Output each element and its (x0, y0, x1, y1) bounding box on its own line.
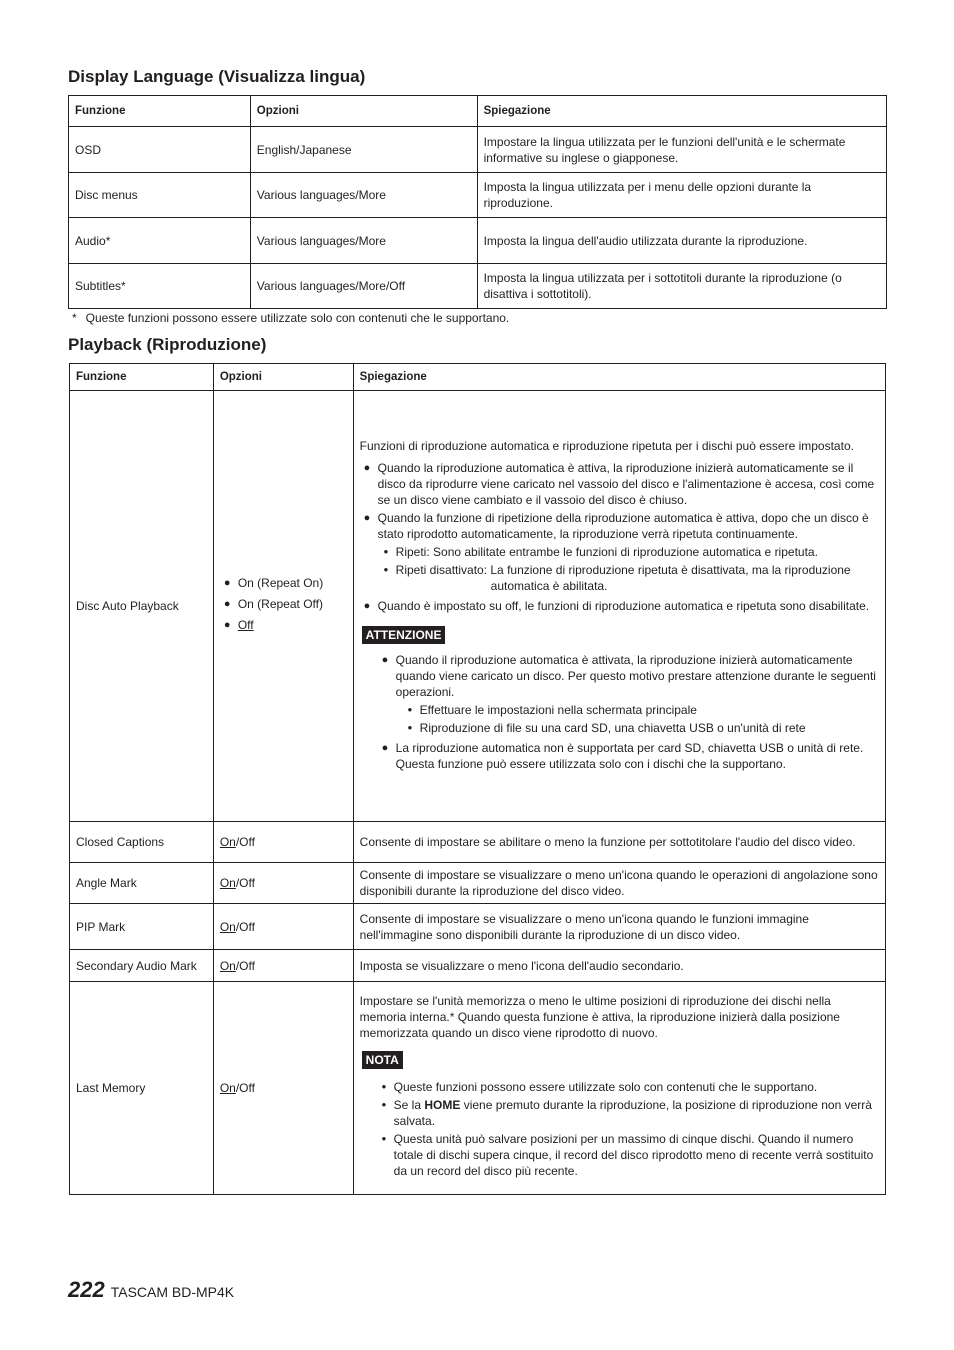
section-title-playback: Playback (Riproduzione) (68, 335, 267, 354)
table-row (69, 173, 887, 218)
table-row (70, 950, 886, 982)
table-row (70, 904, 886, 950)
option-item: ● On (Repeat Off) (224, 596, 347, 612)
cell-opzioni: English/Japanese (250, 127, 477, 173)
cell-funzione: Disc Auto Playback (70, 391, 214, 822)
sub-list (382, 544, 879, 594)
caution-badge: ATTENZIONE (362, 626, 446, 644)
list-item: • Riproduzione di file su una card SD, una chiavetta USB o un'unità di rete (406, 720, 879, 736)
cell-opzioni: Various languages/More/Off (250, 264, 477, 309)
table-header-row (70, 364, 886, 391)
cell-funzione: PIP Mark (70, 904, 214, 950)
table-header-row (69, 96, 887, 127)
display-language-table (68, 95, 887, 309)
cell-opzioni (213, 950, 353, 982)
cell-spiegazione: Imposta la lingua dell'audio utilizzata durante la riproduzione. (477, 218, 886, 264)
option-default: On (219, 835, 236, 849)
cell-spiegazione: Consente di impostare se visualizzare o meno un'icona quando le operazioni di angolazione sono disponibili durante la riproduzione del disco video. (353, 863, 885, 904)
cell-funzione: Audio* (69, 218, 251, 264)
section-title-display-language: Display Language (Visualizza lingua) (68, 67, 366, 86)
list-item (382, 562, 879, 594)
cell-opzioni: Various languages/More (250, 173, 477, 218)
cell-opzioni (213, 982, 353, 1195)
cell-spiegazione: Impostare la lingua utilizzata per le funzioni dell'unità e le schermate informative su inglese o giapponese. (477, 127, 886, 173)
cell-funzione: Last Memory (70, 982, 214, 1195)
table-row (70, 391, 886, 822)
cell-opzioni (213, 904, 353, 950)
page-number: 222 (68, 1277, 105, 1302)
footnote-mark: * (72, 311, 77, 325)
list-item-text: viene premuto durante la riproduzione, la posizione di riproduzione non verrà salvata. (393, 1098, 872, 1128)
table-row (70, 982, 886, 1195)
option-default: On (219, 1081, 236, 1095)
cell-funzione: Angle Mark (70, 863, 214, 904)
list-item-text: Ripeti disattivato: La funzione di riproduzione ripetuta è disattivata, ma la riproduzione (395, 563, 851, 577)
header-spiegazione: Spiegazione (477, 96, 886, 127)
home-button-label: HOME (424, 1098, 461, 1112)
model-name: TASCAM BD-MP4K (110, 1284, 235, 1300)
cell-spiegazione: Imposta la lingua utilizzata per i sottotitoli durante la riproduzione (o disattiva i sottotitoli). (477, 264, 886, 309)
option-rest: /Off (235, 919, 255, 934)
list-item: ● La riproduzione automatica non è supportata per card SD, chiavetta USB o unità di rete. Questa funzione può essere utilizzata solo con i dischi che la supportano. (378, 740, 879, 772)
cell-opzioni: Various languages/More (250, 218, 477, 264)
cell-spiegazione: Imposta la lingua utilizzata per i menu delle opzioni durante la riproduzione. (477, 173, 886, 218)
header-funzione: Funzione (69, 96, 251, 127)
footnote (72, 311, 509, 325)
cell-funzione: OSD (69, 127, 251, 173)
paragraph: Impostare se l'unità memorizza o meno le ultime posizioni di riproduzione dei dischi nella memoria interna.* Quando questa funzione è attiva, la riproduzione inizierà dalla posizione memorizzata quando un disco viene riprodotto di nuovo. (359, 994, 840, 1040)
option-rest: /Off (235, 1081, 255, 1095)
option-rest: /Off (235, 958, 255, 973)
table-row (70, 822, 886, 863)
cell-funzione: Secondary Audio Mark (70, 950, 214, 982)
list-item: • Ripeti: Sono abilitate entrambe le funzioni di riproduzione automatica e ripetuta. (382, 544, 879, 560)
list-item: ● Quando è impostato su off, le funzioni di riproduzione automatica e ripetuta sono disabilitate. (360, 598, 879, 614)
cell-funzione: Closed Captions (70, 822, 214, 863)
list-item-text: Quando la funzione di ripetizione della riproduzione automatica è attiva, dopo che un disco è stato riprodotto automaticamente, la riproduzione verrà ripetuta continuamente. (377, 511, 869, 541)
paragraph: Funzioni di riproduzione automatica e riproduzione ripetuta per i dischi può essere impostato. (359, 439, 854, 453)
bullet-list (360, 460, 879, 614)
table-row (69, 264, 887, 309)
header-opzioni: Opzioni (213, 364, 353, 391)
cell-spiegazione (353, 391, 885, 822)
note-list (380, 1079, 879, 1179)
option-default: On (219, 876, 236, 890)
option-rest: /Off (235, 876, 255, 890)
list-item (380, 1097, 879, 1129)
table-row (69, 127, 887, 173)
note-badge: NOTA (362, 1051, 403, 1069)
sub-list (406, 702, 879, 736)
table-row (70, 863, 886, 904)
list-item (378, 652, 879, 736)
header-opzioni: Opzioni (250, 96, 477, 127)
cell-spiegazione: Consente di impostare se abilitare o meno la funzione per sottotitolare l'audio del disco video. (353, 822, 885, 863)
option-default: On (219, 919, 236, 934)
list-item: • Effettuare le impostazioni nella schermata principale (406, 702, 879, 718)
cell-spiegazione (353, 982, 885, 1195)
list-item-text: Quando il riproduzione automatica è attivata, la riproduzione inizierà automaticamente quando viene caricato un disco. Per questo motivo prestare attenzione durante le seguenti operazioni. (395, 653, 876, 699)
cell-opzioni (213, 863, 353, 904)
cell-funzione: Disc menus (69, 173, 251, 218)
cell-opzioni (213, 391, 353, 822)
table-row (69, 218, 887, 264)
list-item: ● Quando la riproduzione automatica è attiva, la riproduzione inizierà automaticamente se il disco da riprodurre viene caricato nel vassoio del disco e l'alimentazione è accesa, così come se un disco viene cambiato e il vassoio del disco è chiuso. (360, 460, 879, 508)
options-list (224, 575, 347, 633)
list-item: • Queste funzioni possono essere utilizzate solo con contenuti che le supportano. (380, 1079, 879, 1095)
option-item-default: ● Off (224, 617, 347, 633)
playback-table (69, 363, 886, 1195)
header-spiegazione: Spiegazione (353, 364, 885, 391)
option-item: ● On (Repeat On) (224, 575, 347, 591)
list-item-text: Se la (393, 1098, 425, 1112)
cell-funzione: Subtitles* (69, 264, 251, 309)
list-item (360, 510, 879, 594)
page-footer (68, 1277, 234, 1303)
header-funzione: Funzione (70, 364, 214, 391)
list-item: • Questa unità può salvare posizioni per un massimo di cinque dischi. Quando il numero totale di dischi supera cinque, il record del disco riprodotto meno di recente verrà sostituito da un record del disco più recente. (380, 1131, 879, 1179)
cell-spiegazione: Consente di impostare se visualizzare o meno un'icona quando le funzioni immagine nell'immagine sono disponibili durante la riproduzione di un disco video. (353, 904, 885, 950)
option-rest: /Off (235, 835, 255, 849)
cell-opzioni (213, 822, 353, 863)
footnote-text: Queste funzioni possono essere utilizzate solo con contenuti che le supportano. (85, 311, 510, 325)
option-default: On (219, 958, 236, 973)
cell-spiegazione: Imposta se visualizzare o meno l'icona dell'audio secondario. (353, 950, 885, 982)
list-item-continuation: automatica è abilitata. (490, 579, 608, 593)
caution-list (378, 652, 879, 772)
